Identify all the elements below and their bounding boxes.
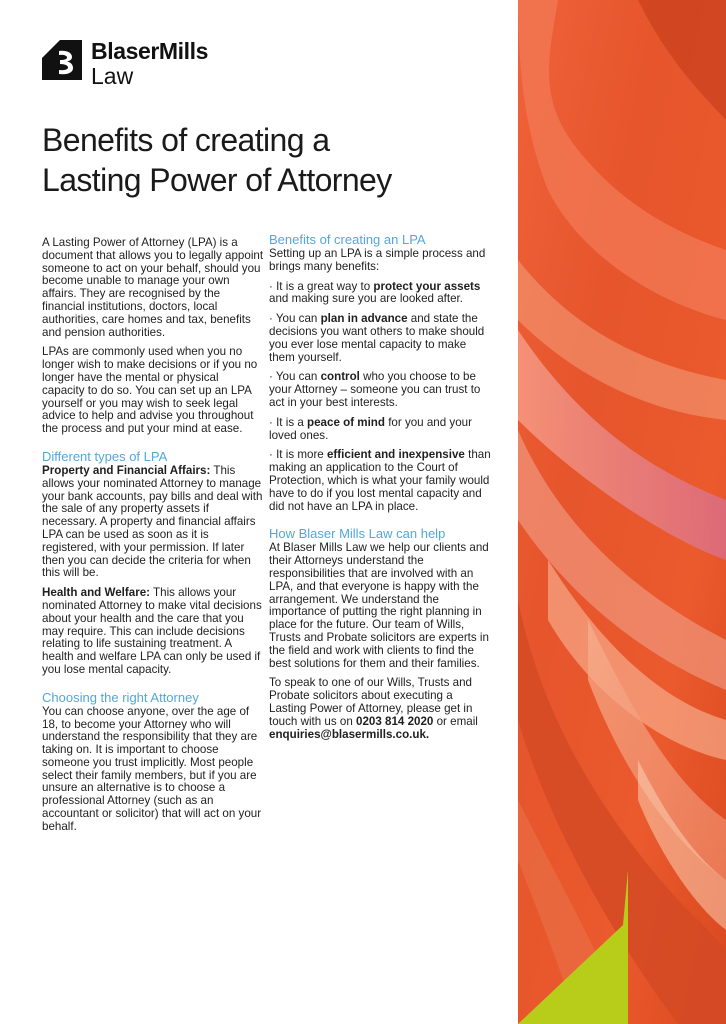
page-title-line-1: Benefits of creating a (42, 122, 330, 158)
brand-logo (42, 40, 208, 88)
benefits-intro: Setting up an LPA is a simple process and brings many benefits: (269, 247, 486, 273)
property-affairs-text: This allows your nominated Attorney to manage your bank accounts, pay bills and deal with the sale of any property assets if necessary. A property and financial affairs LPA can be used as soon as it is registered, with your permission. If later then you can decide the criteria for when this will be. (42, 463, 263, 580)
right-column (269, 232, 491, 748)
page-title-line-2: Lasting Power of Attorney (42, 162, 392, 198)
brand-name: BlaserMills (91, 38, 209, 64)
benefit-5-pre: · It is more (269, 448, 327, 462)
choosing-paragraph: You can choose anyone, over the age of 18, to become your Attorney who will understand the responsibility that they are taking on. It is important to choose someone you trust implicitly. Most people select their family members, but if you are unsure an alternative is to choose a professional Attorney (such as an accountant or solicitor) that will act on your behalf. (42, 704, 262, 833)
contact-text-or: or email (433, 714, 478, 728)
help-paragraph: At Blaser Mills Law we help our clients and their Attorneys understand the responsibilities that are involved with an LPA, and that everyone is happy with the arrangement. We understand the importance of putting the right planning in place for the future. Our team of Wills, Trusts and Probate solicitors are experts in the field and work with clients to find the best solutions for them and their families. (269, 541, 489, 670)
canyon-hero-image (518, 0, 726, 1024)
contact-paragraph (269, 677, 491, 741)
benefit-2-emphasis: plan in advance (320, 312, 408, 326)
benefit-4-emphasis: peace of mind (307, 415, 385, 429)
section-heading-types: Different types of LPA (42, 448, 168, 464)
blaser-mills-logo-icon (42, 40, 82, 80)
benefit-5-emphasis: efficient and inexpensive (326, 448, 465, 462)
benefit-1-post: and making sure you are looked after. (269, 292, 463, 306)
benefit-4-post: for you and your loved ones. (269, 415, 472, 442)
intro-paragraph-2: LPAs are commonly used when you no longer wish to make decisions or if you no longer have the mental or physical capacity to do so. You can set up an LPA yourself or you may wish to seek legal advice to help and advise you throughout the process and put your mind at ease. (42, 345, 258, 436)
benefit-3-pre: · You can (269, 370, 321, 384)
health-welfare-label: Health and Welfare: (42, 586, 151, 600)
health-welfare-text: This allows your nominated Attorney to make vital decisions about your health and the care that you may require. This can include decisions relating to life sustaining treatment. A health and welfare LPA can only be used if you lose mental capacity. (42, 586, 262, 676)
benefit-1-pre: · It is a great way to (269, 279, 374, 293)
health-welfare-paragraph (42, 587, 264, 677)
page-title (42, 120, 502, 200)
benefit-5-post: than making an application to the Court of Protection, which is what your family would have to do if you lost mental capacity and did not have an LPA in place. (269, 448, 491, 513)
benefit-3-post: who you choose to be your Attorney – someone you can trust to act in your best interests. (269, 370, 481, 409)
benefit-4-pre: · It is a (269, 415, 308, 429)
benefit-item-4 (269, 417, 491, 443)
benefit-item-3 (269, 371, 491, 409)
benefit-2-post: and state the decisions you want others to make should you ever lose mental capacity to make them yourself. (269, 312, 485, 364)
contact-text: To speak to one of our Wills, Trusts and Probate solicitors about executing a Lasting Power of Attorney, please get in touch with us on (269, 676, 473, 728)
benefit-item-5 (269, 449, 491, 513)
left-column (42, 237, 264, 841)
section-heading-benefits: Benefits of creating an LPA (269, 232, 426, 247)
brand-suffix: Law (91, 63, 134, 89)
section-heading-help: How Blaser Mills Law can help (269, 526, 446, 542)
benefit-item-1 (269, 281, 491, 307)
benefit-1-emphasis: protect your assets (373, 279, 481, 293)
benefit-3-emphasis: control (320, 370, 360, 384)
property-affairs-label: Property and Financial Affairs: (42, 463, 211, 477)
property-affairs-paragraph (42, 465, 264, 580)
contact-email[interactable]: enquiries@blasermills.co.uk. (269, 727, 430, 741)
benefit-item-2 (269, 313, 491, 364)
benefit-2-pre: · You can (269, 312, 321, 326)
section-heading-choosing: Choosing the right Attorney (42, 689, 199, 705)
intro-paragraph-1: A Lasting Power of Attorney (LPA) is a document that allows you to legally appoint someone to act on your behalf, should you become unable to manage your own affairs. They are recognised by the financial institutions, doctors, local authorities, care homes and tax, benefits and pension authorities. (42, 236, 264, 339)
contact-phone[interactable]: 0203 814 2020 (356, 714, 434, 728)
